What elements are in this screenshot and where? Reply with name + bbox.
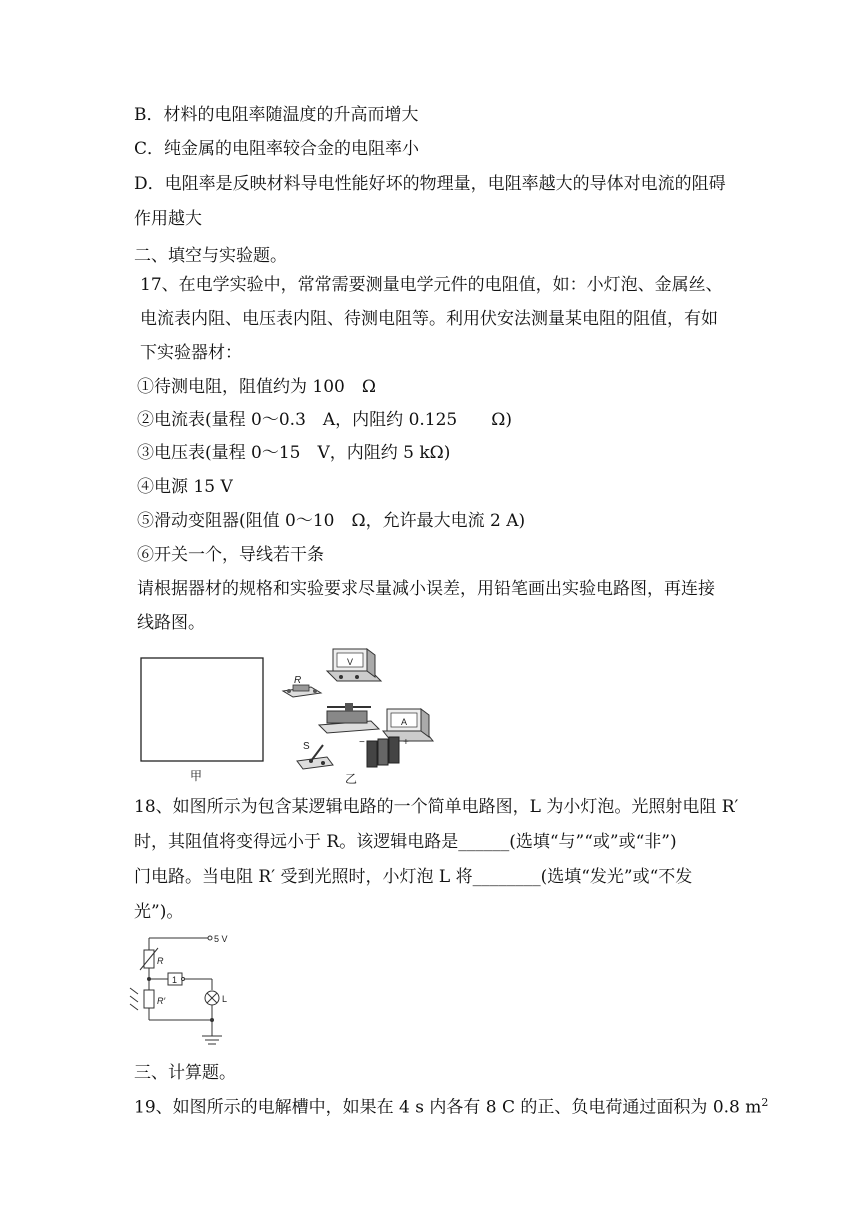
q18-line4: 光”)。	[134, 902, 184, 922]
circuit-Rprime-label: R′	[157, 996, 166, 1006]
option-c: C．纯金属的电阻率较合金的电阻率小	[134, 139, 420, 159]
q17-item-1: ①待测电阻，阻值约为 100 Ω	[137, 377, 376, 397]
option-d-line1: D．电阻率是反映材料导电性能好坏的物理量，电阻率越大的导体对电流的阻碍	[134, 174, 726, 194]
ammeter-label: A	[401, 717, 408, 727]
q17-task-line2: 线路图。	[137, 613, 205, 633]
resistor-label: R	[294, 675, 302, 686]
figure-jia	[135, 652, 275, 787]
figure-yi	[275, 645, 445, 787]
voltmeter-label: V	[347, 657, 354, 667]
q17-line3: 下实验器材：	[140, 343, 242, 363]
q18-line2: 时，其阻值将变得远小于 R。该逻辑电路是______(选填“与”“或”或“非”)	[134, 832, 677, 852]
q19-superscript: 2	[761, 1096, 769, 1109]
option-d-line2: 作用越大	[134, 209, 202, 229]
section-3-title: 三、计算题。	[134, 1063, 236, 1083]
q18-line1: 18、如图所示为包含某逻辑电路的一个简单电路图，L 为小灯泡。光照射电阻 R′	[134, 797, 739, 817]
circuit-R-label: R	[157, 956, 164, 966]
circuit-voltage-label: 5 V	[214, 934, 228, 944]
q17-item-3: ③电压表(量程 0～15 V，内阻约 5 kΩ)	[137, 443, 451, 463]
switch-label: S	[303, 741, 310, 752]
q17-task-line1: 请根据器材的规格和实验要求尽量减小误差，用铅笔画出实验电路图，再连接	[137, 579, 715, 599]
q17-item-5: ⑤滑动变阻器(阻值 0～10 Ω，允许最大电流 2 A)	[137, 511, 526, 531]
q17-line2: 电流表内阻、电压表内阻、待测电阻等。利用伏安法测量某电阻的阻值，有如	[140, 309, 718, 329]
q18-line3: 门电路。当电阻 R′ 受到光照时，小灯泡 L 将________(选填“发光”或“不发	[134, 867, 693, 887]
battery-icon	[367, 737, 399, 767]
battery-plus-label: +	[403, 737, 409, 748]
logic-circuit-diagram	[124, 928, 239, 1056]
figure-jia-label: 甲	[190, 769, 203, 783]
section-2-title: 二、填空与实验题。	[134, 246, 287, 266]
figure-yi-label: 乙	[345, 772, 358, 786]
q17-item-2: ②电流表(量程 0～0.3 A，内阻约 0.125 Ω)	[137, 410, 512, 430]
circuit-lamp-label: L	[222, 994, 228, 1004]
q19-line1	[134, 1092, 768, 1119]
q17-item-4: ④电源 15 V	[137, 477, 233, 497]
circuit-gate-label: 1	[172, 975, 178, 985]
q17-item-6: ⑥开关一个，导线若干条	[137, 545, 324, 565]
q19-text: 19、如图所示的电解槽中，如果在 4 s 内各有 8 C 的正、负电荷通过面积为 0.8 m	[134, 1097, 762, 1118]
q17-line1: 17、在电学实验中，常常需要测量电学元件的电阻值，如：小灯泡、金属丝、	[140, 275, 723, 295]
option-b: B．材料的电阻率随温度的升高而增大	[134, 105, 419, 125]
voltmeter-icon	[327, 649, 381, 681]
battery-minus-label: −	[359, 737, 365, 748]
rheostat-icon	[319, 703, 379, 733]
resistor-icon	[283, 685, 321, 697]
